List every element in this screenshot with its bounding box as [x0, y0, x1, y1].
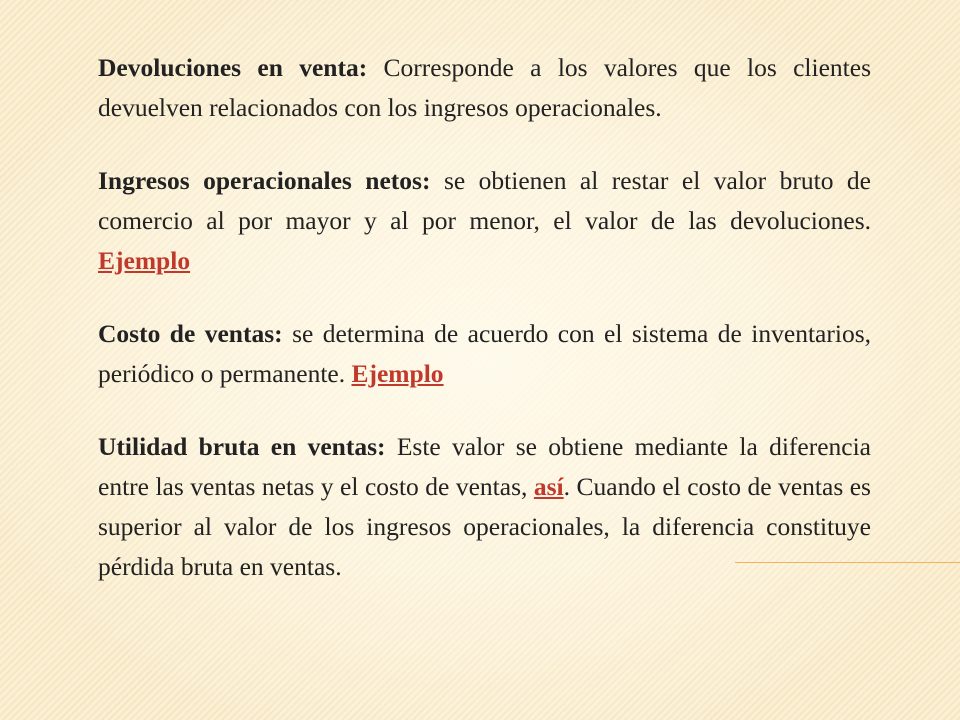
term-devoluciones: Devoluciones en venta: — [98, 53, 368, 82]
text-utilidad: Este valor se obtiene mediante la diferencia entre las ventas netas y el costo de ventas, — [98, 432, 871, 501]
term-ingresos: Ingresos operacionales netos: — [98, 166, 431, 195]
asi-link[interactable]: así — [533, 472, 564, 501]
term-costo: Costo de ventas: — [98, 319, 283, 348]
text-utilidad-period: . — [563, 472, 570, 501]
text-ingresos: se obtienen al restar el valor bruto de comercio al por mayor y al por menor, el valor de las devoluciones. — [98, 166, 872, 235]
slide-content — [98, 48, 871, 587]
term-utilidad: Utilidad bruta en ventas: — [98, 432, 386, 461]
text-devoluciones: Corresponde a los valores que los clientes devuelven relacionados con los ingresos operacionales. — [98, 53, 871, 122]
ejemplo-link-ingresos[interactable]: Ejemplo — [98, 246, 191, 275]
text-costo: se determina de acuerdo con el sistema de inventarios, periódico o permanente. — [98, 319, 871, 388]
text-utilidad-continuation: Cuando el costo de ventas es superior al valor de los ingresos operacionales, la diferencia constituye pérdida bruta en ventas. — [98, 472, 871, 581]
paragraph-costo — [98, 314, 871, 394]
paragraph-utilidad — [98, 427, 871, 587]
ejemplo-link-costo[interactable]: Ejemplo — [351, 359, 444, 388]
paragraph-ingresos — [98, 161, 871, 281]
paragraph-devoluciones — [98, 48, 871, 128]
